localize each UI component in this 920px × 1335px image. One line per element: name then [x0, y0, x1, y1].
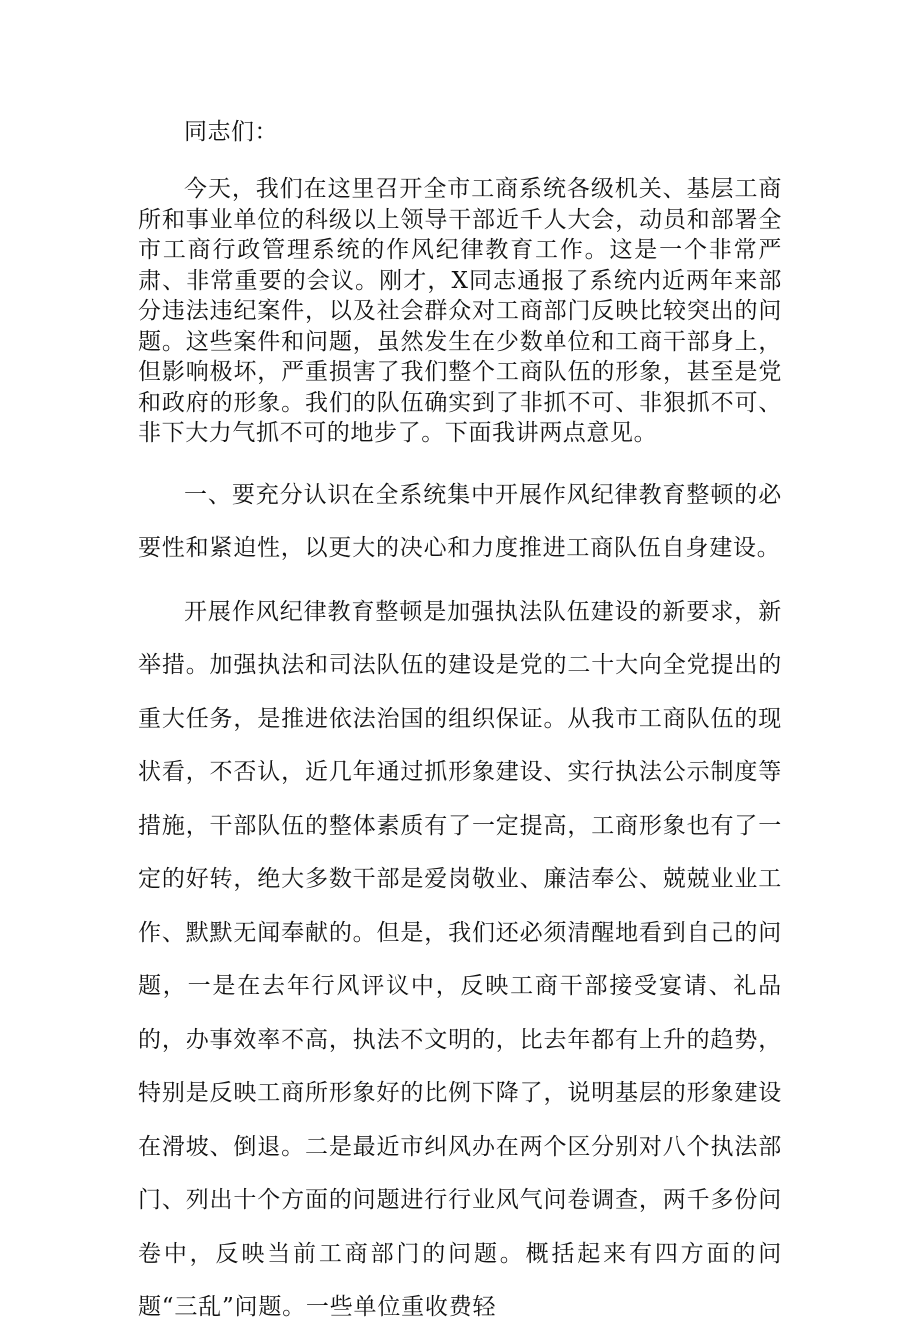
paragraph-section-heading: 一、要充分认识在全系统集中开展作风纪律教育整顿的必要性和紧迫性，以更大的决心和力度推进工商队伍自身建设。: [138, 481, 782, 561]
paragraph-opening: 今天，我们在这里召开全市工商系统各级机关、基层工商所和事业单位的科级以上领导干部近千人大会，动员和部署全市工商行政管理系统的作风纪律教育工作。这是一个非常严肃、非常重要的会议。刚才，X同志通报了系统内近两年来部分违法违纪案件，以及社会群众对工商部门反映比较突出的问题。这些案件和问题，虽然发生在少数单位和工商干部身上，但影响极坏，严重损害了我们整个工商队伍的形象，甚至是党和政府的形象。我们的队伍确实到了非抓不可、非狠抓不可、非下大力气抓不可的地步了。下面我讲两点意见。: [138, 176, 782, 446]
paragraph-body: 开展作风纪律教育整顿是加强执法队伍建设的新要求，新举措。加强执法和司法队伍的建设是党的二十大向全党提出的重大任务，是推进依法治国的组织保证。从我市工商队伍的现状看，不否认，近几年通过抓形象建设、实行执法公示制度等措施，干部队伍的整体素质有了一定提高，工商形象也有了一定的好转，绝大多数干部是爱岗敬业、廉洁奉公、兢兢业业工作、默默无闻奉献的。但是，我们还必须清醒地看到自己的问题，一是在去年行风评议中，反映工商干部接受宴请、礼品的，办事效率不高，执法不文明的，比去年都有上升的趋势，特别是反映工商所形象好的比例下降了，说明基层的形象建设在滑坡、倒退。二是最近市纠风办在两个区分别对八个执法部门、列出十个方面的问题进行行业风气问卷调查，两千多份问卷中，反映当前工商部门的问题。概括起来有四方面的问题“三乱”问题。一些单位重收费轻: [138, 598, 782, 1320]
salutation: 同志们：: [184, 119, 278, 145]
